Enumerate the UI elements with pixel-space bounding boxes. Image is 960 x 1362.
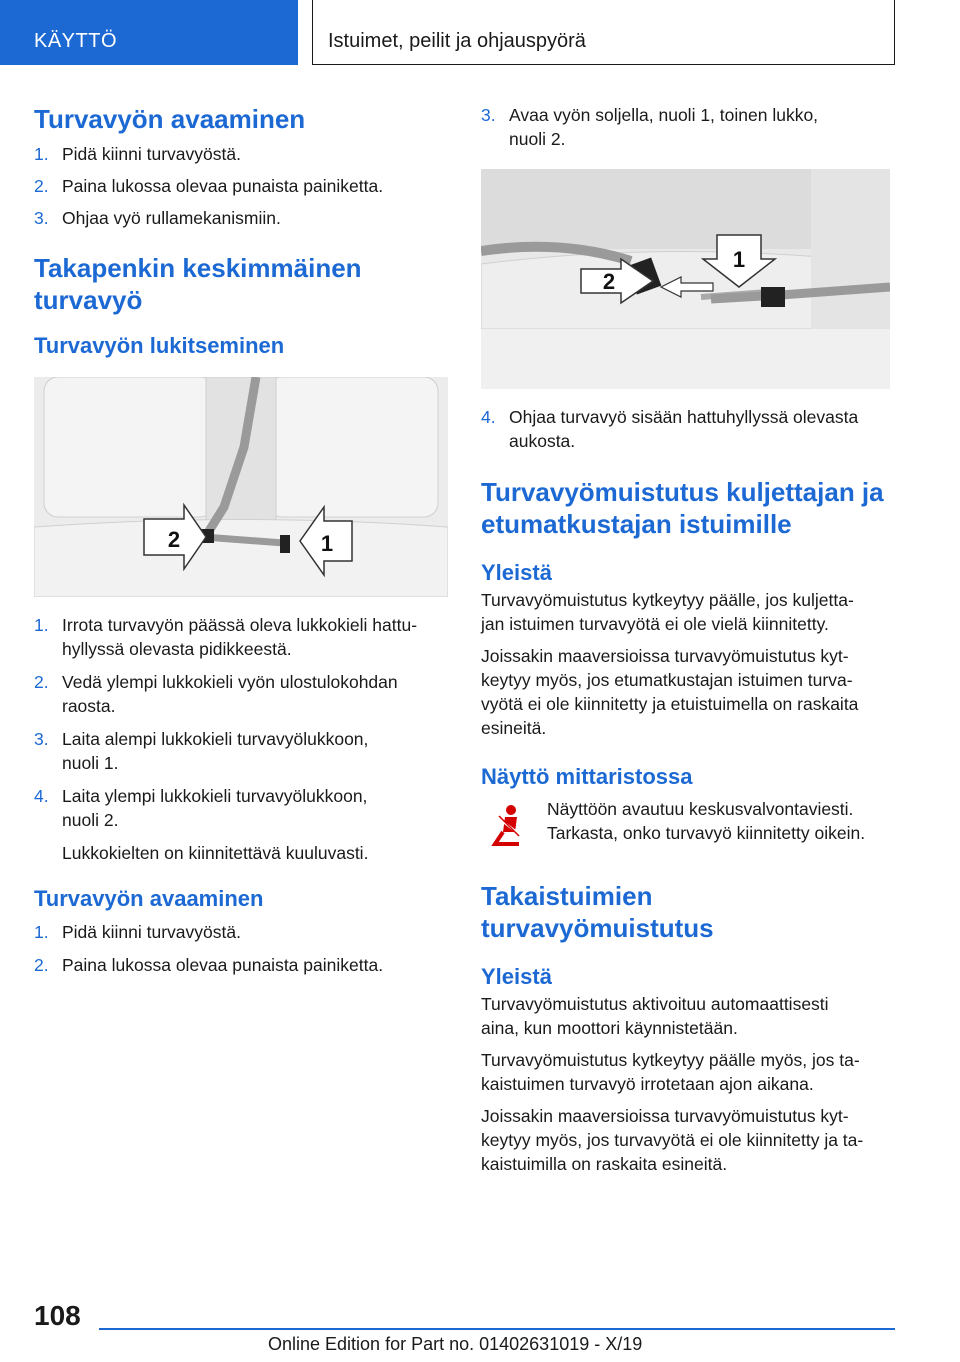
footer-divider bbox=[99, 1328, 895, 1330]
heading-open-belt-2: Turvavyön avaaminen bbox=[34, 886, 264, 911]
chapter-title: Istuimet, peilit ja ohjauspyörä bbox=[328, 30, 586, 52]
heading-open-belt: Turvavyön avaaminen bbox=[34, 104, 306, 134]
chapter-header bbox=[312, 0, 895, 65]
paragraph: Turvavyömuistutus kytkeytyy päälle myös, jos ta- kaistuimen turvavyö irrotetaan ajon aikana. bbox=[481, 1050, 860, 1094]
list-item: 3. Laita alempi lukkokieli turvavyölukkoon, nuoli 1. bbox=[34, 729, 369, 773]
seatbelt-warning-icon bbox=[489, 804, 527, 848]
section-title: KÄYTTÖ bbox=[34, 30, 118, 52]
list-item: 3. Ohjaa vyö rullamekanismiin. bbox=[34, 208, 281, 228]
page-number: 108 bbox=[34, 1300, 81, 1331]
right-column bbox=[481, 103, 895, 1176]
display-message: Näyttöön avautuu keskusvalvontaviesti. Tarkasta, onko turvavyö kiinnitetty oikein. bbox=[481, 796, 895, 856]
paragraph: Joissakin maaversioissa turvavyömuistutus kyt- keytyy myös, jos turvavyötä ei ole kiinnitetty ja ta- kaistuimilla on raskaita esineitä. bbox=[481, 1106, 864, 1174]
callout-2: 2 bbox=[602, 269, 616, 294]
heading-rear-reminder: Takaistuimien turvavyömuistutus bbox=[481, 881, 714, 943]
heading-general-2: Yleistä bbox=[481, 964, 552, 989]
list-item: 4. Laita ylempi lukkokieli turvavyölukkoon, nuoli 2. bbox=[34, 786, 368, 830]
list-item: 2. Paina lukossa olevaa punaista painiketta. bbox=[34, 955, 384, 975]
heading-lock-belt: Turvavyön lukitseminen bbox=[34, 333, 285, 358]
list-item: 4. Ohjaa turvavyö sisään hattuhyllyssä olevasta aukosta. bbox=[481, 407, 859, 451]
callout-1: 1 bbox=[320, 531, 334, 556]
list-item: 3. Avaa vyön soljella, nuoli 1, toinen lukko, nuoli 2. bbox=[481, 105, 819, 149]
list-item: 2. Vedä ylempi lukkokieli vyön ulostulokohdan raosta. bbox=[34, 672, 398, 716]
figure-rear-seat-belt-lock bbox=[34, 377, 448, 597]
heading-middle-belt: Takapenkin keskimmäinen turvavyö bbox=[34, 253, 362, 315]
list-item: 2. Paina lukossa olevaa punaista painiketta. bbox=[34, 176, 384, 196]
list-item: 1. Irrota turvavyön päässä oleva lukkokieli hattu- hyllyssä olevasta pidikkeestä. bbox=[34, 615, 418, 659]
heading-display: Näyttö mittaristossa bbox=[481, 764, 693, 789]
callout-1: 1 bbox=[732, 247, 746, 272]
left-column bbox=[34, 100, 448, 977]
heading-front-reminder: Turvavyömuistutus kuljettajan ja etumatkustajan istuimille bbox=[481, 477, 884, 539]
figure-belt-release bbox=[481, 169, 890, 389]
edition-note: Online Edition for Part no. 01402631019 - X/19 bbox=[268, 1334, 643, 1354]
list-item: 1. Pidä kiinni turvavyöstä. bbox=[34, 144, 241, 164]
paragraph: Joissakin maaversioissa turvavyömuistutus kyt- keytyy myös, jos etumatkustajan istuimen turva- vyötä ei ole kiinnitetty ja etuistuimella on raskaita esineitä. bbox=[481, 646, 859, 738]
callout-2: 2 bbox=[167, 527, 181, 552]
section-tab bbox=[0, 0, 298, 65]
lock-note: Lukkokielten on kiinnitettävä kuuluvasti. bbox=[62, 843, 369, 863]
list-item: 1. Pidä kiinni turvavyöstä. bbox=[34, 922, 241, 942]
paragraph: Turvavyömuistutus aktivoituu automaattisesti aina, kun moottori käynnistetään. bbox=[481, 994, 829, 1038]
heading-general-1: Yleistä bbox=[481, 560, 552, 585]
paragraph: Turvavyömuistutus kytkeytyy päälle, jos kuljetta- jan istuimen turvavyötä ei ole vielä kiinnitetty. bbox=[481, 590, 854, 634]
